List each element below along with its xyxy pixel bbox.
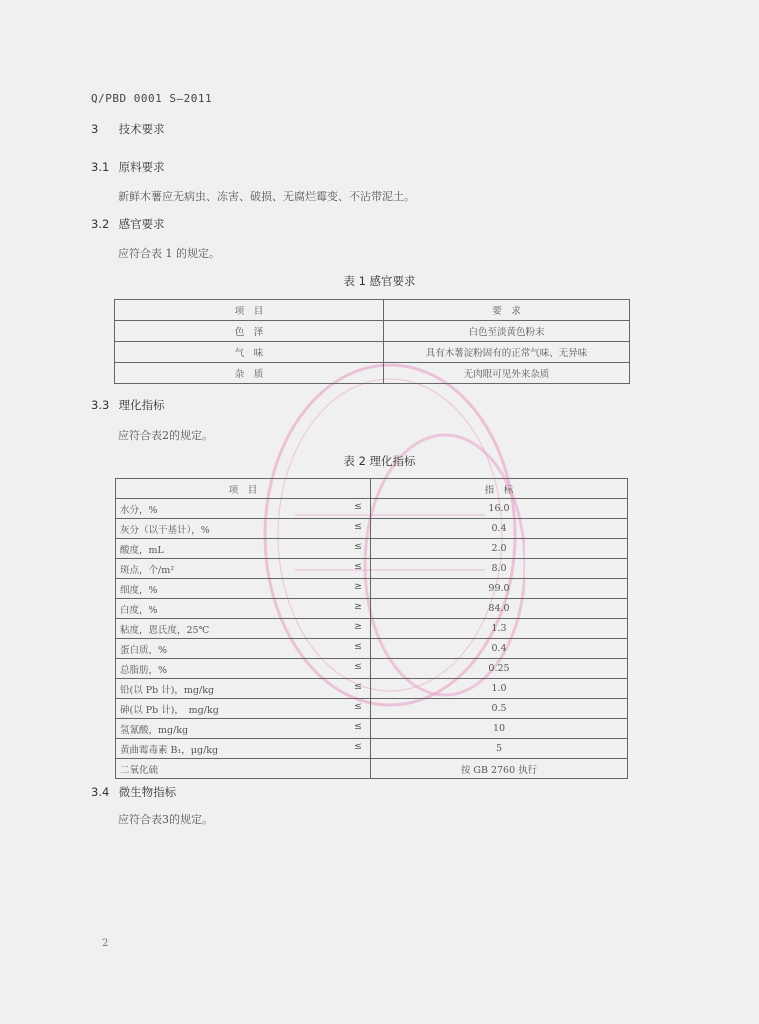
table-cell-item bbox=[116, 739, 371, 759]
section-number: 3.2 bbox=[91, 217, 110, 231]
comparison-symbol: ≤ bbox=[354, 541, 362, 552]
item-name: 斑点，个/m² bbox=[120, 564, 175, 576]
table-row bbox=[115, 342, 630, 363]
item-name: 砷(以 Pb 计)， mg/kg bbox=[120, 704, 219, 716]
table-header-row bbox=[115, 300, 630, 321]
comparison-symbol: ≤ bbox=[354, 641, 362, 652]
table-2-caption: 表 2 理化指标 bbox=[343, 454, 416, 468]
table-row bbox=[115, 363, 630, 384]
section-3-heading bbox=[91, 121, 165, 137]
item-name: 酸度，mL bbox=[120, 544, 164, 556]
section-number: 3.4 bbox=[91, 785, 110, 799]
section-3-2-heading bbox=[91, 216, 165, 232]
table-cell-value: 1.3 bbox=[371, 619, 628, 639]
table-cell-item bbox=[116, 559, 371, 579]
table-row bbox=[116, 519, 628, 539]
table-cell-value: 0.4 bbox=[371, 639, 628, 659]
item-name: 灰分（以干基计），% bbox=[120, 524, 210, 536]
table-cell-value: 2.0 bbox=[371, 539, 628, 559]
table-row bbox=[116, 539, 628, 559]
comparison-symbol: ≤ bbox=[354, 661, 362, 672]
table-row bbox=[116, 599, 628, 619]
table-cell-requirement: 具有木薯淀粉固有的正常气味、无异味 bbox=[384, 342, 630, 363]
table-cell-requirement: 无肉眼可见外来杂质 bbox=[384, 363, 630, 384]
table-cell-item bbox=[116, 719, 371, 739]
table-row bbox=[116, 659, 628, 679]
section-3-2-text: 应符合表 1 的规定。 bbox=[118, 247, 220, 260]
item-name: 白度，% bbox=[120, 604, 158, 616]
table-row bbox=[116, 739, 628, 759]
table-cell-value: 0.5 bbox=[371, 699, 628, 719]
table-row bbox=[116, 699, 628, 719]
table-row bbox=[116, 719, 628, 739]
table-row bbox=[116, 679, 628, 699]
table-row bbox=[116, 559, 628, 579]
table-cell-item bbox=[116, 639, 371, 659]
comparison-symbol: ≤ bbox=[354, 501, 362, 512]
document-code: Q/PBD 0001 S—2011 bbox=[91, 92, 213, 105]
table-1-caption: 表 1 感官要求 bbox=[343, 274, 416, 288]
comparison-symbol: ≤ bbox=[354, 561, 362, 572]
comparison-symbol: ≥ bbox=[354, 621, 362, 632]
table-cell-value: 16.0 bbox=[371, 499, 628, 519]
section-title: 技术要求 bbox=[118, 122, 165, 136]
table-cell-item bbox=[116, 759, 371, 779]
section-3-1-text: 新鲜木薯应无病虫、冻害、破损、无腐烂霉变、不沾带泥土。 bbox=[118, 190, 415, 203]
table-header-cell: 项 目 bbox=[116, 479, 371, 499]
comparison-symbol: ≤ bbox=[354, 681, 362, 692]
item-name: 氢氰酸，mg/kg bbox=[120, 724, 189, 736]
item-name: 总脂肪，% bbox=[120, 664, 168, 676]
section-3-4-heading bbox=[91, 784, 176, 800]
comparison-symbol: ≥ bbox=[354, 581, 362, 592]
table-header-cell: 要 求 bbox=[384, 300, 630, 321]
table-cell-value: 1.0 bbox=[371, 679, 628, 699]
section-title: 感官要求 bbox=[118, 217, 165, 231]
section-title: 理化指标 bbox=[118, 398, 165, 412]
table-cell-item bbox=[116, 579, 371, 599]
comparison-symbol: ≤ bbox=[354, 721, 362, 732]
table-row bbox=[116, 619, 628, 639]
item-name: 二氧化硫 bbox=[120, 764, 159, 776]
item-name: 黄曲霉毒素 B₁，μg/kg bbox=[120, 744, 219, 756]
table-cell-value: 按 GB 2760 执行 bbox=[371, 759, 628, 779]
table-cell-value: 84.0 bbox=[371, 599, 628, 619]
table-cell-requirement: 白色至淡黄色粉末 bbox=[384, 321, 630, 342]
item-name: 蛋白质，% bbox=[120, 644, 168, 656]
section-number: 3.1 bbox=[91, 160, 110, 174]
table-cell-value: 8.0 bbox=[371, 559, 628, 579]
table-cell-item bbox=[116, 519, 371, 539]
table-cell-item bbox=[116, 659, 371, 679]
table-cell-value: 99.0 bbox=[371, 579, 628, 599]
table-header-row bbox=[116, 479, 628, 499]
item-name: 细度，% bbox=[120, 584, 158, 596]
comparison-symbol: ≥ bbox=[354, 601, 362, 612]
physicochemical-table bbox=[115, 478, 628, 779]
section-3-1-heading bbox=[91, 159, 165, 175]
table-cell-item: 气 味 bbox=[115, 342, 384, 363]
table-header-cell: 指 标 bbox=[371, 479, 628, 499]
comparison-symbol: ≤ bbox=[354, 741, 362, 752]
table-row bbox=[115, 321, 630, 342]
table-row bbox=[116, 579, 628, 599]
item-name: 水分，% bbox=[120, 504, 158, 516]
section-3-3-heading bbox=[91, 397, 165, 413]
table-cell-item bbox=[116, 679, 371, 699]
table-cell-value: 0.4 bbox=[371, 519, 628, 539]
table-cell-value: 0.25 bbox=[371, 659, 628, 679]
section-number: 3.3 bbox=[91, 398, 110, 412]
section-3-3-text: 应符合表2的规定。 bbox=[118, 429, 213, 442]
table-cell-item bbox=[116, 539, 371, 559]
comparison-symbol: ≤ bbox=[354, 701, 362, 712]
table-cell-item: 杂 质 bbox=[115, 363, 384, 384]
page-number: 2 bbox=[102, 938, 109, 949]
section-title: 原料要求 bbox=[118, 160, 165, 174]
table-cell-item bbox=[116, 599, 371, 619]
table-cell-item bbox=[116, 499, 371, 519]
item-name: 粘度，恩氏度，25℃ bbox=[120, 624, 210, 636]
sensory-requirements-table bbox=[114, 299, 630, 384]
item-name: 铅(以 Pb 计)，mg/kg bbox=[120, 684, 215, 696]
table-cell-item bbox=[116, 619, 371, 639]
table-row bbox=[116, 759, 628, 779]
section-title: 微生物指标 bbox=[118, 785, 177, 799]
section-number: 3 bbox=[91, 122, 99, 136]
table-header-cell: 项 目 bbox=[115, 300, 384, 321]
table-cell-value: 10 bbox=[371, 719, 628, 739]
section-3-4-text: 应符合表3的规定。 bbox=[118, 813, 213, 826]
table-row bbox=[116, 499, 628, 519]
table-row bbox=[116, 639, 628, 659]
table-cell-item bbox=[116, 699, 371, 719]
comparison-symbol: ≤ bbox=[354, 521, 362, 532]
table-cell-value: 5 bbox=[371, 739, 628, 759]
table-cell-item: 色 泽 bbox=[115, 321, 384, 342]
